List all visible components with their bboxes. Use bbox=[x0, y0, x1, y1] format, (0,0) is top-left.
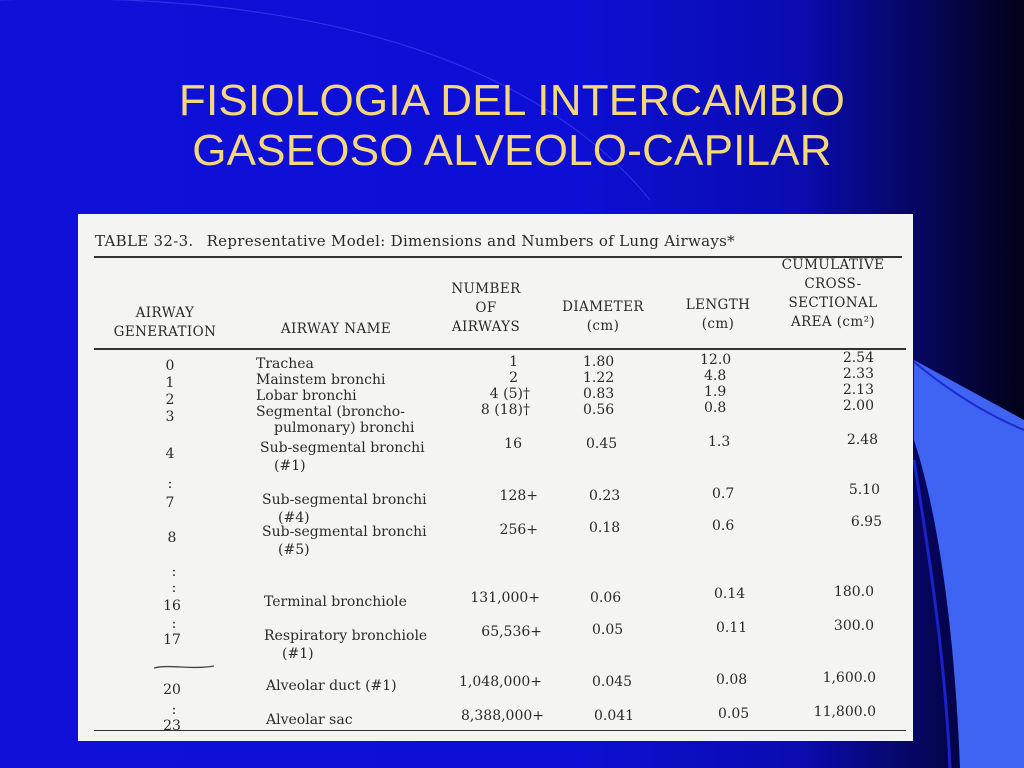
row-number: 1 bbox=[509, 354, 518, 370]
row-diameter: 0.23 bbox=[589, 488, 621, 504]
row-area: 2.54 bbox=[842, 350, 874, 366]
header-length bbox=[668, 296, 768, 334]
row-length: 0.8 bbox=[704, 400, 727, 416]
header-length-line: LENGTH bbox=[685, 297, 751, 313]
row-diameter: 0.83 bbox=[583, 386, 615, 402]
row-number: 65,536+ bbox=[481, 624, 542, 640]
row-airway-name-cont: (#1) bbox=[274, 458, 306, 474]
row-diameter: 1.80 bbox=[583, 354, 615, 370]
ellipsis: : bbox=[171, 702, 177, 718]
header-area bbox=[768, 256, 898, 332]
row-airway-name: Sub-segmental bronchi bbox=[262, 524, 427, 540]
row-airway-name: Segmental (broncho- bbox=[256, 404, 405, 420]
pen-mark bbox=[152, 660, 216, 674]
header-generation-line: GENERATION bbox=[113, 324, 217, 340]
row-airway-name: Respiratory bronchiole bbox=[264, 628, 428, 644]
row-generation: 20 bbox=[163, 682, 181, 698]
row-area: 2.13 bbox=[842, 382, 874, 398]
header-area-line: CROSS- bbox=[804, 276, 862, 292]
row-area: 6.95 bbox=[850, 514, 882, 530]
table-caption-text: Representative Model: Dimensions and Numbers of Lung Airways* bbox=[206, 232, 735, 250]
ellipsis: : bbox=[171, 616, 177, 632]
row-number: 8 (18)† bbox=[480, 402, 530, 418]
row-airway-name-cont: pulmonary) bronchi bbox=[274, 420, 415, 436]
row-length: 1.9 bbox=[704, 384, 727, 400]
row-generation: 4 bbox=[165, 446, 175, 462]
row-airway-name-cont: (#4) bbox=[278, 510, 310, 526]
row-generation: 16 bbox=[163, 598, 181, 614]
row-generation: 1 bbox=[165, 375, 175, 391]
row-generation: 3 bbox=[165, 409, 175, 425]
row-area: 5.10 bbox=[848, 482, 880, 498]
header-number bbox=[436, 280, 536, 337]
header-length-line: (cm) bbox=[701, 316, 735, 332]
row-area: 300.0 bbox=[833, 618, 874, 634]
row-airway-name: Mainstem bronchi bbox=[256, 372, 386, 388]
row-airway-name: Sub-segmental bronchi bbox=[262, 492, 427, 508]
ellipsis: : bbox=[171, 580, 177, 596]
scanned-table bbox=[78, 214, 913, 741]
row-generation: 2 bbox=[165, 392, 175, 408]
row-number: 128+ bbox=[499, 488, 538, 504]
row-diameter: 0.041 bbox=[594, 708, 635, 724]
header-diameter-line: (cm) bbox=[586, 318, 620, 334]
row-number: 4 (5)† bbox=[489, 386, 530, 402]
row-length: 0.11 bbox=[716, 620, 748, 636]
row-number: 256+ bbox=[499, 522, 538, 538]
header-airway-name bbox=[256, 320, 416, 339]
row-number: 131,000+ bbox=[470, 590, 540, 606]
row-length: 0.08 bbox=[716, 672, 748, 688]
header-number-line: AIRWAYS bbox=[451, 319, 521, 335]
row-length: 12.0 bbox=[700, 352, 732, 368]
header-generation bbox=[100, 304, 230, 342]
header-area-line: AREA (cm²) bbox=[790, 314, 876, 330]
row-length: 0.6 bbox=[712, 518, 735, 534]
row-number: 8,388,000+ bbox=[461, 708, 544, 724]
row-number: 1,048,000+ bbox=[459, 674, 542, 690]
row-diameter: 0.05 bbox=[592, 622, 624, 638]
row-airway-name-cont: (#1) bbox=[282, 646, 314, 662]
header-number-line: NUMBER bbox=[451, 281, 521, 297]
bottom-rule bbox=[94, 730, 906, 731]
row-airway-name: Trachea bbox=[256, 356, 314, 372]
row-diameter: 0.45 bbox=[586, 436, 618, 452]
row-airway-name-cont: (#5) bbox=[278, 542, 310, 558]
row-diameter: 1.22 bbox=[583, 370, 615, 386]
slide-title-line-2: GASEOSO ALVEOLO-CAPILAR bbox=[192, 126, 832, 175]
header-name-line: AIRWAY NAME bbox=[280, 321, 392, 337]
row-diameter: 0.06 bbox=[590, 590, 622, 606]
row-airway-name: Lobar bronchi bbox=[256, 388, 357, 404]
row-length: 0.05 bbox=[718, 706, 750, 722]
row-number: 16 bbox=[504, 436, 522, 452]
row-airway-name: Terminal bronchiole bbox=[264, 594, 407, 610]
table-caption-label: TABLE 32-3. bbox=[95, 232, 194, 250]
row-length: 0.14 bbox=[714, 586, 746, 602]
ellipsis: : bbox=[167, 476, 173, 492]
header-area-line: SECTIONAL bbox=[788, 295, 878, 311]
row-area: 180.0 bbox=[833, 584, 874, 600]
row-diameter: 0.18 bbox=[589, 520, 621, 536]
row-airway-name: Sub-segmental bronchi bbox=[260, 440, 425, 456]
row-diameter: 0.56 bbox=[583, 402, 615, 418]
header-number-line: OF bbox=[475, 300, 497, 316]
row-generation: 23 bbox=[163, 718, 181, 734]
header-diameter bbox=[548, 298, 658, 336]
row-airway-name: Alveolar duct (#1) bbox=[266, 678, 397, 694]
slide-title-line-1: FISIOLOGIA DEL INTERCAMBIO bbox=[178, 76, 846, 125]
ellipsis: : bbox=[171, 564, 177, 580]
row-length: 1.3 bbox=[708, 434, 731, 450]
row-generation: 7 bbox=[165, 495, 175, 511]
slide-title bbox=[0, 76, 1024, 176]
row-area: 2.00 bbox=[842, 398, 874, 414]
header-area-line: CUMULATIVE bbox=[781, 257, 885, 273]
row-generation: 0 bbox=[165, 358, 175, 374]
row-number: 2 bbox=[509, 370, 518, 386]
row-area: 2.48 bbox=[846, 432, 878, 448]
row-area: 2.33 bbox=[842, 366, 874, 382]
row-airway-name: Alveolar sac bbox=[266, 712, 353, 728]
row-diameter: 0.045 bbox=[592, 674, 633, 690]
header-generation-line: AIRWAY bbox=[135, 305, 195, 321]
row-length: 0.7 bbox=[712, 486, 735, 502]
header-diameter-line: DIAMETER bbox=[562, 299, 644, 315]
row-generation: 17 bbox=[163, 632, 181, 648]
table-caption bbox=[95, 232, 743, 250]
row-area: 1,600.0 bbox=[822, 670, 876, 686]
row-area: 11,800.0 bbox=[813, 704, 876, 720]
row-length: 4.8 bbox=[704, 368, 727, 384]
row-generation: 8 bbox=[167, 530, 177, 546]
